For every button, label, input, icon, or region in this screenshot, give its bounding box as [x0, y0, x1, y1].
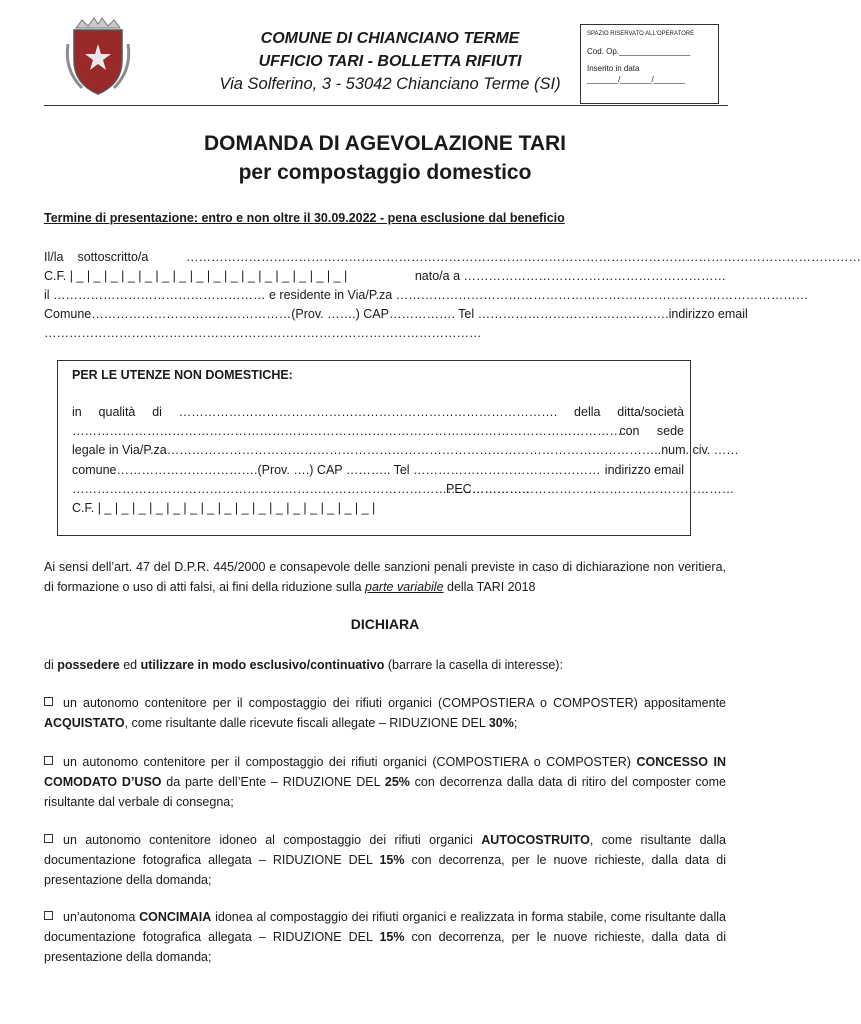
option-concimaia — [44, 907, 726, 967]
intro-text-2: ed — [119, 658, 141, 672]
sottoscritto-label: Il/la — [44, 250, 64, 264]
header-address: Via Solferino, 3 - 53042 Chianciano Terme (SI) — [219, 75, 561, 93]
field-cf[interactable] — [44, 267, 726, 285]
option-text: , come risultante dalla documentazione fotografica allegata – RIDUZIONE DEL — [44, 833, 727, 867]
nd-qualita-word-2: qualità — [98, 405, 136, 419]
prov-cap-tel: (Prov. …….) CAP……………. Tel ………………………………………. — [291, 307, 669, 321]
dichiara-heading: DICHIARA — [350, 616, 420, 632]
document-title: DOMANDA DI AGEVOLAZIONE TARI — [203, 132, 567, 155]
header-ufficio: UFFICIO TARI - BOLLETTA RIFIUTI — [258, 53, 522, 70]
checkbox-autocostruito[interactable] — [44, 834, 53, 843]
operator-code-field[interactable]: Cod. Op.________________ — [587, 47, 691, 56]
intro-text-3: (barrare la casella di interesse): — [384, 658, 563, 672]
nato-label: nato/a a ……………………………………………………… — [414, 269, 726, 283]
municipal-crest-icon — [62, 14, 134, 98]
option-bold: CONCIMAIA — [139, 910, 212, 924]
option-text: ; — [513, 716, 518, 730]
nd-sede-dots: …………………………………………………………………………………………………………………… — [72, 424, 622, 438]
field-comune[interactable] — [44, 305, 748, 323]
option-text: un’autonoma — [63, 910, 140, 924]
header-divider — [44, 105, 728, 106]
option-bold: CONCESSO IN COMODATO D’USO — [44, 755, 726, 789]
sottoscritto-label-2: sottoscritto/a — [77, 250, 149, 264]
option-text: con decorrenza, per le nuove richieste, dalla data di presentazione della domanda; — [44, 853, 726, 887]
field-sottoscritto[interactable] — [44, 248, 861, 266]
option-text: un autonomo contenitore per il compostaggio dei rifiuti organici (COMPOSTIERA o COMPOSTER) — [63, 755, 637, 769]
dichiara-intro — [44, 655, 726, 675]
nd-field-pec[interactable] — [72, 480, 735, 498]
field-email[interactable]: …………………………………………………………………………………………… — [44, 326, 482, 340]
inserted-date-label: Inserito in data — [587, 64, 640, 73]
header-comune: COMUNE DI CHIANCIANO TERME — [260, 30, 520, 47]
operator-reserved-box — [580, 24, 719, 104]
nd-sede-word-2: sede — [656, 424, 684, 438]
nd-qualita-word-1: in — [72, 405, 82, 419]
nd-field-sede[interactable] — [72, 422, 684, 440]
inserted-date-field[interactable]: _______/_______/_______ — [587, 75, 685, 84]
intro-text-1: di — [44, 658, 58, 672]
option-bold: ACQUISTATO — [44, 716, 125, 730]
ai-sensi-paragraph — [44, 557, 726, 597]
intro-bold-possedere: possedere — [57, 658, 120, 672]
email-label: indirizzo email — [668, 307, 748, 321]
option-percent: 15% — [379, 930, 405, 944]
option-text: un autonomo contenitore idoneo al compostaggio dei rifiuti organici — [63, 833, 482, 847]
field-birthdate-residence[interactable]: il …………………………………………… e residente in Via/P.za ……………………………………………………………………………………… — [44, 288, 809, 302]
option-text: un autonomo contenitore per il compostaggio dei rifiuti organici (COMPOSTIERA o COMPOSTER) appositamente — [63, 696, 726, 710]
document-subtitle: per compostaggio domestico — [238, 161, 532, 184]
nd-email-label: indirizzo email — [604, 463, 684, 477]
nd-ditta-word-1: della — [574, 405, 601, 419]
checkbox-concimaia[interactable] — [44, 911, 53, 920]
option-comodato — [44, 752, 726, 812]
nd-field-cf[interactable]: C.F. | _ | _ | _ | _ | _ | _ | _ | _ | _ | _ | _ | _ | _ | _ | _ | _ | — [72, 501, 376, 515]
option-percent: 30% — [488, 716, 514, 730]
ai-sensi-text-end: della TARI 2018 — [443, 580, 536, 594]
option-acquistato — [44, 693, 726, 733]
option-percent: 15% — [379, 853, 405, 867]
option-text: da parte dell’Ente – RIDUZIONE DEL — [161, 775, 385, 789]
operator-box-title: SPAZIO RISERVATO ALL'OPERATORE — [587, 31, 695, 37]
nd-qualita-word-3: di — [152, 405, 162, 419]
ai-sensi-text: Ai sensi dell’art. 47 del D.P.R. 445/2000 e consapevole delle sanzioni penali previste in caso di dichiarazione non veritiera, di formazione o uso di atti falsi, ai fini della riduzione sulla — [44, 560, 726, 594]
option-percent: 25% — [384, 775, 410, 789]
checkbox-acquistato[interactable] — [44, 697, 53, 706]
option-text: idonea al compostaggio dei rifiuti organici e realizzata in forma stabile, come risultante dalla documentazione fotografica allegata – RIDUZIONE DEL — [44, 910, 726, 944]
intro-bold-utilizzare: utilizzare in modo esclusivo/continuativo — [140, 658, 385, 672]
nd-ditta-word-2: ditta/società — [617, 405, 684, 419]
option-text: con decorrenza, per le nuove richieste, dalla data di presentazione della domanda; — [44, 930, 726, 964]
cf-boxes: C.F. | _ | _ | _ | _ | _ | _ | _ | _ | _ | _ | _ | _ | _ | _ | _ | _ | — [44, 269, 348, 283]
nd-field-qualita[interactable] — [72, 403, 684, 421]
sottoscritto-dots: ……………………………………………………………………………………………………………………………………………… — [186, 250, 861, 264]
nd-comune-label: comune…………………………….(Prov. ….) CAP ……….. Tel ……………………………………… — [72, 463, 601, 477]
nd-sede-word-1: con — [619, 424, 640, 438]
parte-variabile-emphasis: parte variabile — [365, 580, 444, 594]
submission-deadline: Termine di presentazione: entro e non oltre il 30.09.2022 - pena esclusione dal beneficio — [44, 211, 565, 225]
nd-qualita-dots: ………………………………………………………………………………. — [178, 405, 558, 419]
nd-pec-dots: ……………………………………………………………………………………………….. — [72, 482, 529, 496]
comune-label: Comune………………………………………… — [44, 307, 292, 321]
option-text: con decorrenza dalla data di ritiro del composter come risultante dal verbale di consegna; — [44, 775, 726, 809]
nd-field-comune[interactable] — [72, 461, 684, 479]
option-autocostruito — [44, 830, 726, 890]
option-text: , come risultante dalle ricevute fiscali allegate – RIDUZIONE DEL — [124, 716, 489, 730]
nd-pec-label: PEC……………………………………………………… — [446, 482, 735, 496]
checkbox-comodato[interactable] — [44, 756, 53, 765]
nd-field-legale[interactable]: legale in Via/P.za………………………………………………………………………………………………………..num. civ. …… — [72, 443, 739, 457]
non-domestic-heading: PER LE UTENZE NON DOMESTICHE: — [72, 368, 293, 382]
option-bold: AUTOCOSTRUITO — [481, 833, 590, 847]
